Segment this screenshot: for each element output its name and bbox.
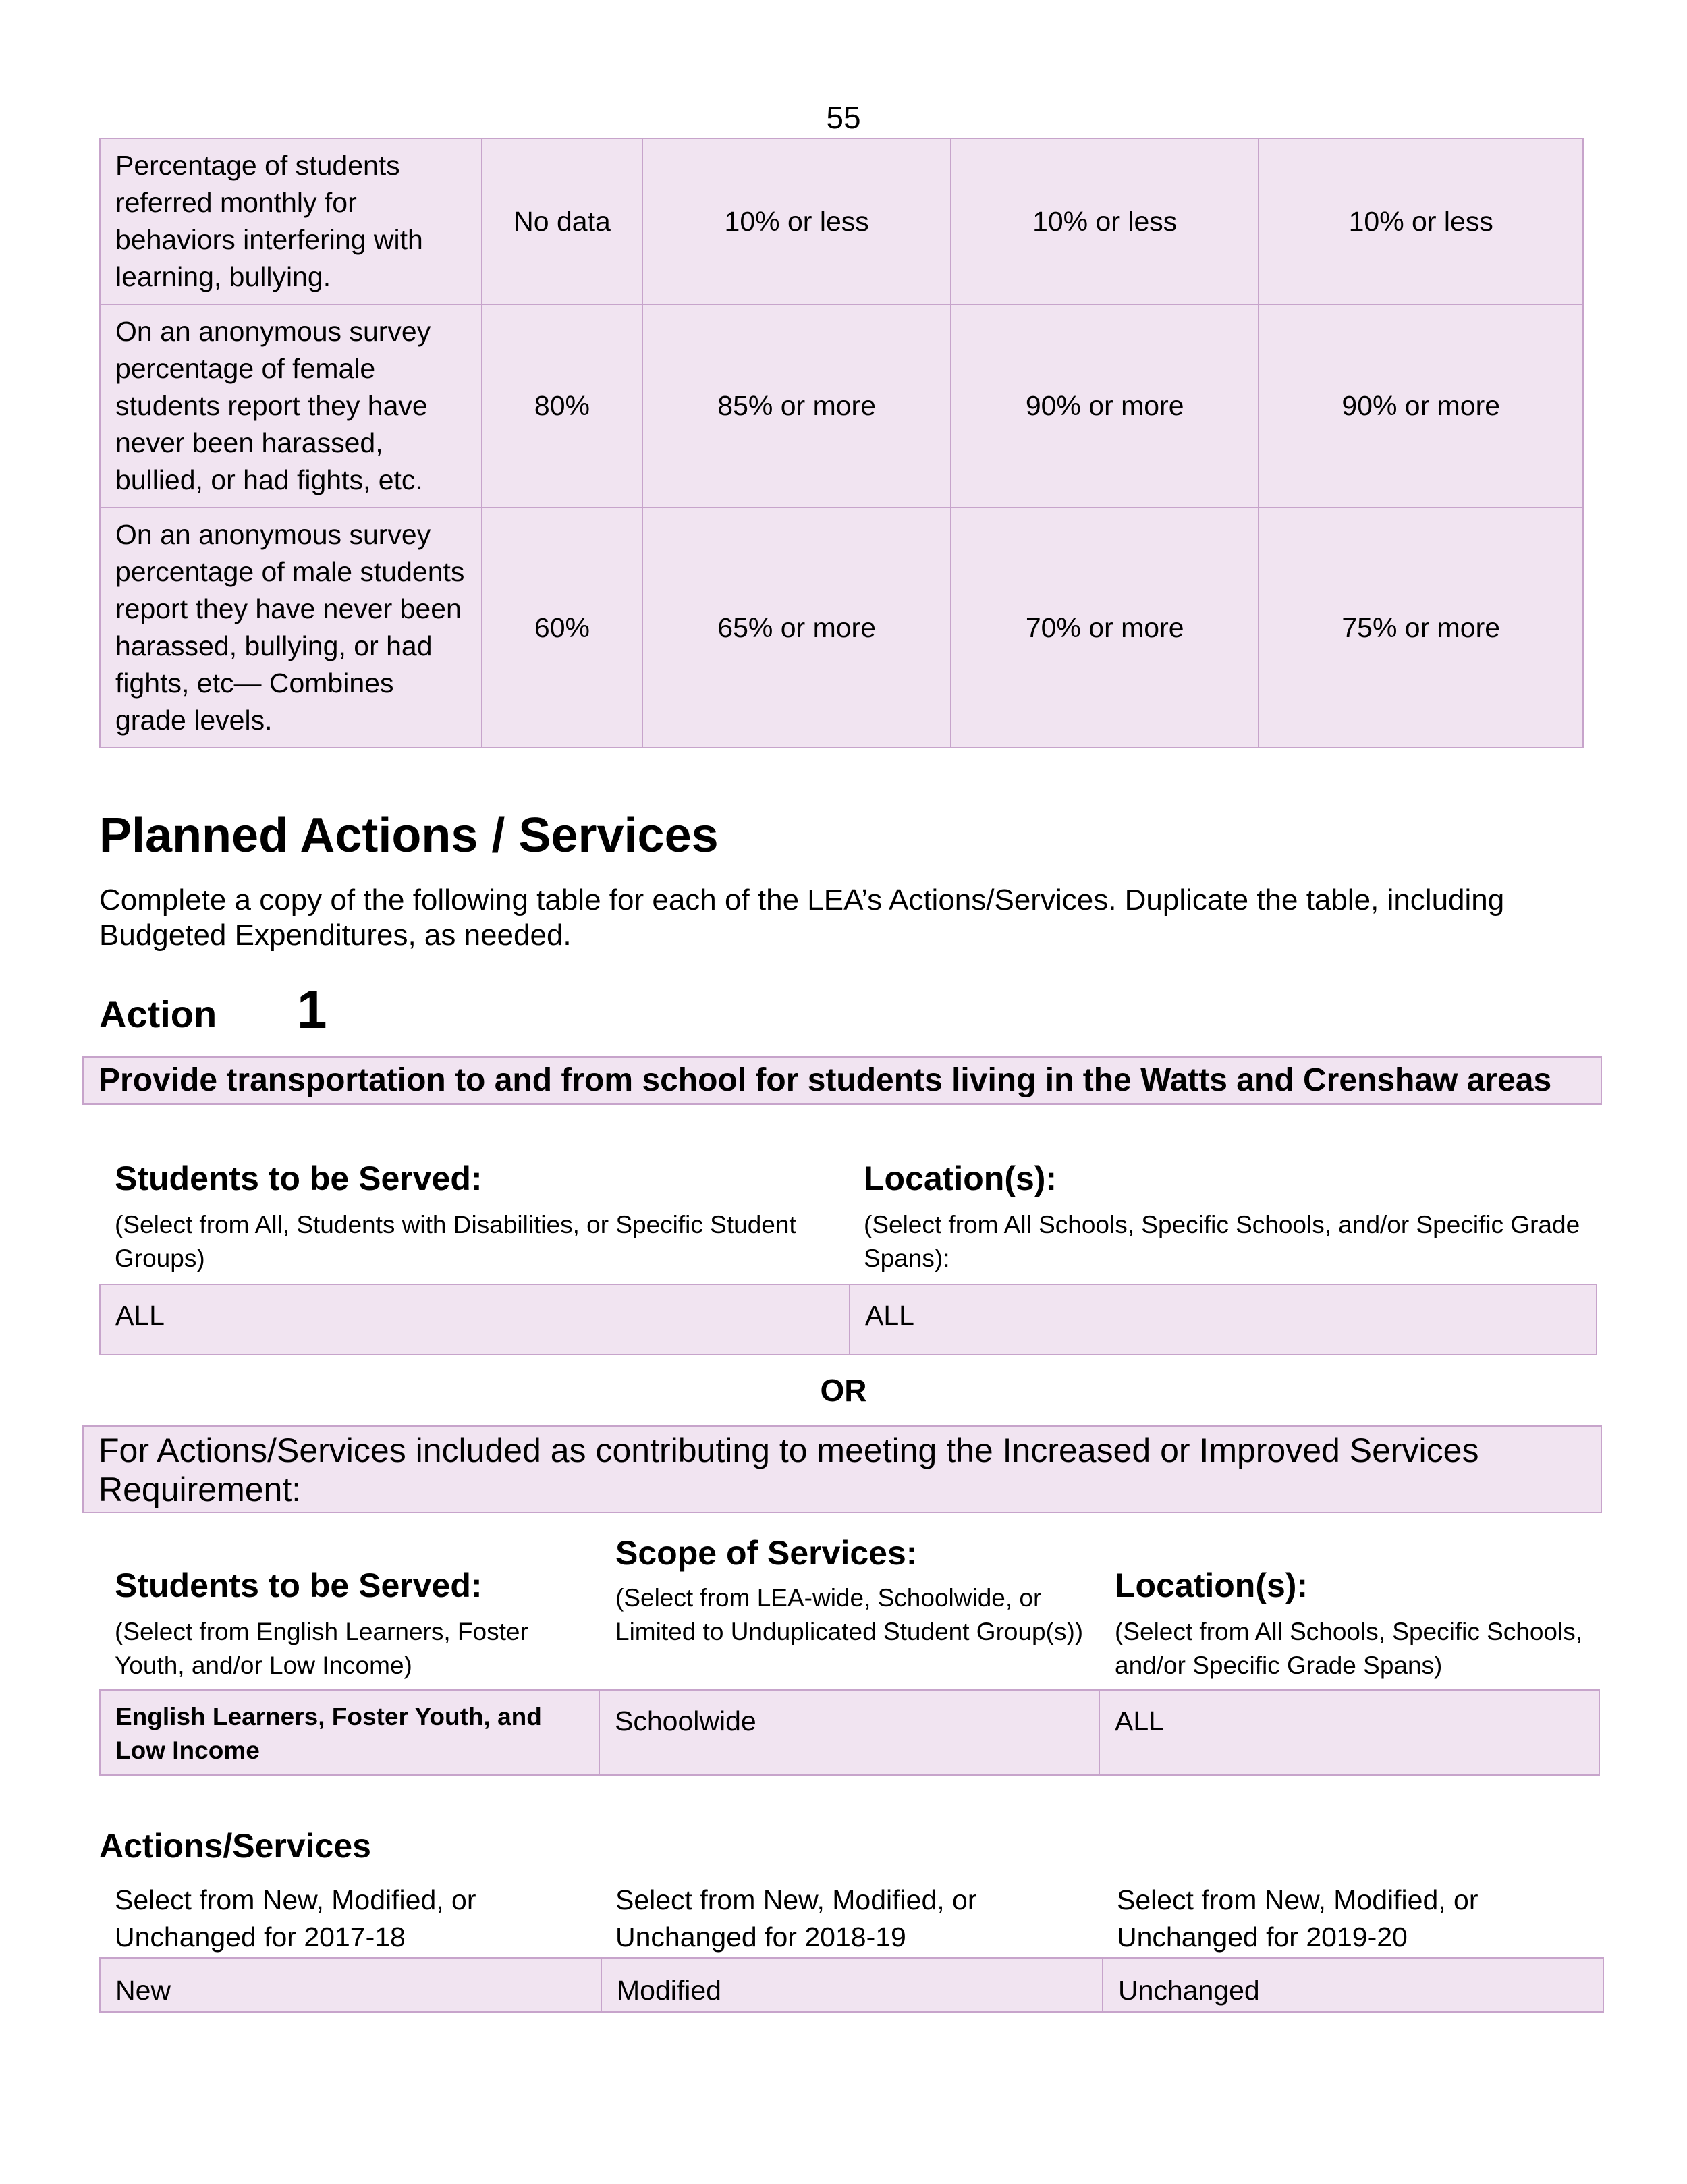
or-divider: OR [820,1373,867,1408]
action-label: Action [99,993,217,1035]
intro-text: Complete a copy of the following table for each of the LEA’s Actions/Services. Duplicate the table, including Budgeted Expenditures, as needed. [99,883,1505,952]
target-2017-cell: 85% or more [642,304,951,508]
select-hint-2017: Select from New, Modified, or Unchanged for 2017-18 [115,1884,476,1953]
target-2018-cell: 70% or more [951,508,1259,748]
target-2019-cell: 10% or less [1259,138,1583,304]
target-2019-cell: 90% or more [1259,304,1583,508]
action-number: 1 [297,979,327,1039]
status-values-row [99,1957,1604,2013]
table-row [100,138,1583,304]
location-hint: (Select from All Schools, Specific Schools, and/or Specific Grade Spans) [1115,1618,1583,1679]
target-2017-cell: 10% or less [642,138,951,304]
metric-cell: On an anonymous survey percentage of male students report they have never been harassed, bullying, or had fights, etc— Combines grade levels. [100,508,482,748]
actions-services-heading: Actions/Services [99,1827,371,1865]
target-2018-cell: 90% or more [951,304,1259,508]
table-row [100,508,1583,748]
students-served-hint: (Select from English Learners, Foster Youth, and/or Low Income) [115,1618,528,1679]
target-2019-cell: 75% or more [1259,508,1583,748]
location-value: ALL [1115,1705,1164,1737]
metrics-table [99,138,1584,748]
served-location-row [99,1284,1597,1355]
metric-cell: On an anonymous survey percentage of female students report they have never been harassed, bullied, or had fights, etc. [100,304,482,508]
table-row [100,304,1583,508]
students-served-hint: (Select from All, Students with Disabilities, or Specific Student Groups) [115,1211,796,1272]
students-served-value: ALL [101,1285,850,1354]
scope-hint: (Select from LEA-wide, Schoolwide, or Limited to Unduplicated Student Group(s)) [615,1584,1084,1645]
students-served-heading: Students to be Served: [115,1566,482,1604]
increased-services-box: For Actions/Services included as contributing to meeting the Increased or Improved Services Requirement: [82,1425,1602,1513]
page-number: 55 [826,100,861,135]
students-served-heading: Students to be Served: [115,1159,482,1197]
location-value: ALL [865,1300,914,1331]
select-hint-2018: Select from New, Modified, or Unchanged for 2018-19 [615,1884,977,1953]
metric-cell: Percentage of students referred monthly for behaviors interfering with learning, bullying. [100,138,482,304]
baseline-cell: No data [482,138,643,304]
target-2018-cell: 10% or less [951,138,1259,304]
scope-value: Schoolwide [600,1691,1100,1774]
status-2019-value: Unchanged [1118,1975,1260,2006]
location-heading: Location(s): [864,1159,1057,1197]
section-title: Planned Actions / Services [99,809,719,863]
increased-values-row [99,1689,1600,1776]
baseline-cell: 80% [482,304,643,508]
scope-heading: Scope of Services: [615,1534,918,1572]
target-2017-cell: 65% or more [642,508,951,748]
action-description: Provide transportation to and from school for students living in the Watts and Crenshaw areas [82,1056,1602,1105]
select-hint-2019: Select from New, Modified, or Unchanged for 2019-20 [1117,1884,1478,1953]
students-served-value: English Learners, Foster Youth, and Low Income [101,1691,600,1774]
location-hint: (Select from All Schools, Specific Schools, and/or Specific Grade Spans): [864,1211,1580,1272]
baseline-cell: 60% [482,508,643,748]
location-heading: Location(s): [1115,1566,1308,1604]
status-2017-value: New [101,1959,602,2011]
status-2018-value: Modified [602,1959,1103,2011]
